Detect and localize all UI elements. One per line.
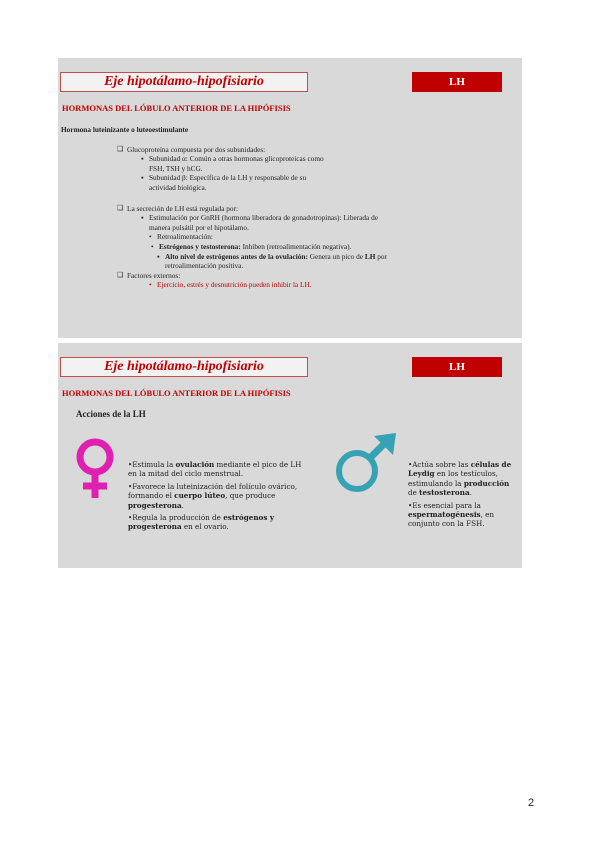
secretion-item: ❑ La secreción de LH está regulada por: (61, 204, 516, 214)
hormone-tag: LH (412, 357, 502, 377)
hormone-tag: LH (412, 72, 502, 92)
page-number: 2 (528, 797, 535, 809)
female-action-corpus-luteum: •Favorece la luteinización del folículo ovárico, formando el cuerpo lúteo, que produce progesterona. (128, 481, 298, 510)
external-factors-detail: • Ejercicio, estrés y desnutrición pueden inhibir la LH. (61, 280, 516, 290)
male-action-spermatogenesis: •Es esencial para la espermatogénesis, en conjunto con la FSH. (408, 500, 495, 529)
female-actions (128, 460, 306, 535)
male-action-leydig: •Actúa sobre las células de Leydig en los testículos, estimulando la producción de testosterona. (408, 460, 512, 498)
alpha-item: ▪ Subunidad α: Común a otras hormonas glicoproteicas como FSH, TSH y hCG. (61, 154, 516, 173)
external-factors-item: ❑ Factores externos: (61, 271, 516, 281)
actions-heading: Acciones de la LH (76, 409, 146, 419)
slide-title: Eje hipotálamo-hipofisiario (60, 357, 308, 377)
male-symbol-icon (330, 433, 402, 495)
slide-lh-overview (58, 58, 522, 338)
gnrh-item: ▪ Estimulación por GnRH (hormona liberadora de gonadotropinas): Liberada de manera pulsátil por el hipotálamo. (61, 213, 516, 232)
hormone-heading: Hormona luteinizante o luteoestimulante (61, 125, 189, 134)
female-symbol-ring (80, 442, 110, 472)
slide-lh-actions (58, 343, 522, 568)
female-action-ovulation: •Estimula la ovulación mediante el pico de LH en la mitad del ciclo menstrual. (128, 460, 302, 479)
slide-body (61, 125, 516, 290)
positive-feedback-item: ▪ Alto nivel de estrógenos antes de la ovulación: Genera un pico de LH por retroalimentación positiva. (61, 252, 516, 271)
female-action-hormones: •Regula la producción de estrógenos y progesterona en el ovario. (128, 513, 275, 532)
glyco-item: ❑ Glucoproteína compuesta por dos subunidades: (61, 145, 516, 155)
beta-item: ▪ Subunidad β: Específica de la LH y responsable de su actividad biológica. (61, 173, 516, 192)
slide-subtitle: HORMONAS DEL LÓBULO ANTERIOR DE LA HIPÓFISIS (62, 388, 291, 398)
negative-feedback-item: • Estrógenos y testosterona: Inhiben (retroalimentación negativa). (61, 242, 516, 252)
male-symbol-ring (339, 453, 375, 489)
slide-title: Eje hipotálamo-hipofisiario (60, 72, 308, 92)
female-symbol-icon (72, 435, 118, 501)
slide-subtitle: HORMONAS DEL LÓBULO ANTERIOR DE LA HIPÓFISIS (62, 103, 291, 113)
feedback-item: • Retroalimentación: (61, 232, 516, 242)
male-actions (408, 460, 520, 532)
